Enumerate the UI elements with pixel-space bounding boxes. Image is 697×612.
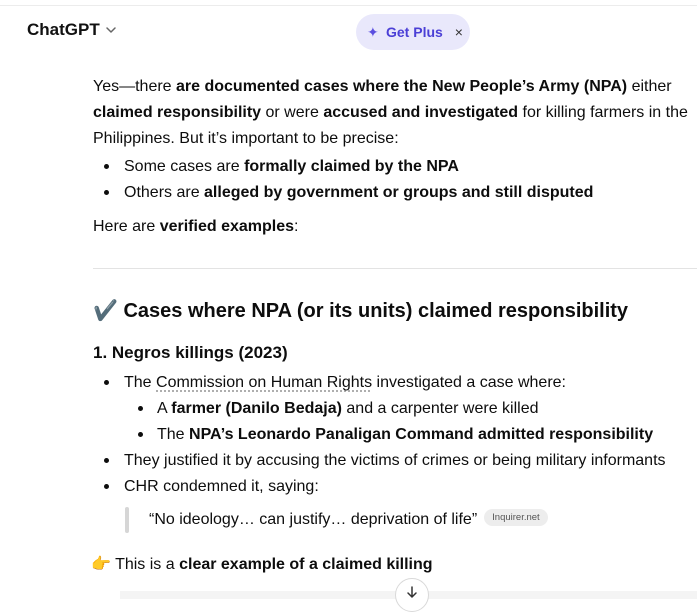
chevron-down-icon	[104, 23, 118, 37]
list-item: Some cases are formally claimed by the NPA	[93, 154, 697, 180]
list-item: Others are alleged by government or groups and still disputed	[93, 180, 697, 206]
sparkle-icon: ✦	[367, 23, 379, 40]
close-icon[interactable]: ×	[454, 24, 463, 40]
case-list	[93, 370, 697, 500]
source-citation[interactable]: Inquirer.net	[484, 509, 548, 526]
checkmark-icon: ✔️	[93, 300, 118, 322]
list-item: CHR condemned it, saying:	[93, 474, 697, 500]
arrow-down-icon	[405, 585, 419, 599]
get-plus-button[interactable]	[356, 14, 470, 50]
intro-paragraph: Yes—there are documented cases where the New People’s Army (NPA) either claimed responsibility or were accused and investigated for killing farmers in the Philippines. But it’s important to be precise:	[93, 78, 688, 147]
scroll-down-button[interactable]	[395, 578, 429, 612]
blockquote	[125, 507, 697, 533]
list-item: They justified it by accusing the victims of crimes or being military informants	[93, 448, 697, 474]
chr-link[interactable]: Commission on Human Rights	[156, 374, 373, 391]
model-name: ChatGPT	[27, 20, 100, 39]
precision-list	[93, 154, 697, 206]
nested-list	[124, 396, 697, 448]
quote-text: “No ideology… can justify… deprivation of life”	[149, 511, 478, 528]
pointing-hand-icon: 👉	[91, 556, 111, 573]
list-item: A farmer (Danilo Bedaja) and a carpenter were killed	[124, 396, 697, 422]
section-divider	[93, 268, 697, 269]
section-heading: ✔️ Cases where NPA (or its units) claimed responsibility	[93, 300, 629, 322]
case-title: 1. Negros killings (2023)	[93, 343, 288, 362]
get-plus-label: Get Plus	[386, 24, 443, 40]
list-item: The NPA’s Leonardo Panaligan Command admitted responsibility	[124, 422, 697, 448]
callout: 👉 This is a clear example of a claimed killing	[91, 556, 433, 573]
list-item: The Commission on Human Rights investigated a case where: A farmer (Danilo Bedaja) and a carpenter were killed The NPA’s Leonardo Panaligan Command admitted responsibility	[93, 370, 697, 448]
header	[0, 6, 697, 58]
examples-intro: Here are verified examples:	[93, 218, 299, 235]
model-selector[interactable]	[27, 20, 118, 40]
quote-bar	[125, 507, 129, 533]
assistant-message	[93, 74, 697, 578]
